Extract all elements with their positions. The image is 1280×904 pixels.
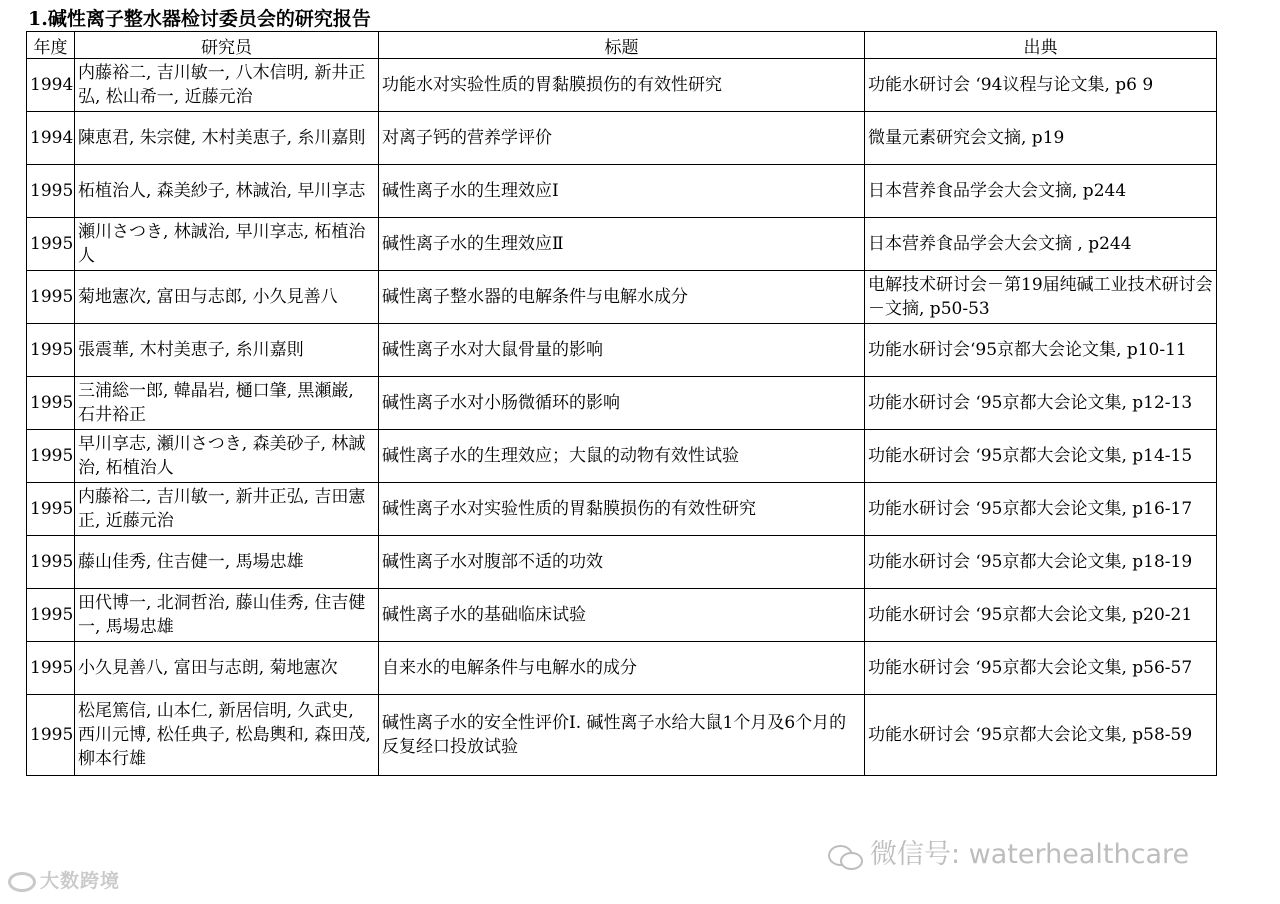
researchers-cell: 早川享志, 瀬川さつき, 森美砂子, 林誠治, 柘植治人 (75, 430, 379, 483)
title-cell: 碱性离子水的生理效应Ⅱ (379, 218, 865, 271)
source-cell: 日本营养食品学会大会文摘, p244 (865, 165, 1217, 218)
researchers-cell: 内藤裕二, 吉川敏一, 新井正弘, 吉田憲正, 近藤元治 (75, 483, 379, 536)
table-row (27, 695, 1217, 776)
table-row (27, 430, 1217, 483)
wechat-icon (828, 843, 862, 869)
title-cell: 对离子钙的营养学评价 (379, 112, 865, 165)
source-cell: 功能水研讨会 ‘95京都大会论文集, p18-19 (865, 536, 1217, 589)
year-cell: 1995 (27, 218, 75, 271)
researchers-cell: 瀬川さつき, 林誠治, 早川享志, 柘植治人 (75, 218, 379, 271)
table-row (27, 271, 1217, 324)
researchers-cell: 陳恵君, 朱宗健, 木村美恵子, 糸川嘉則 (75, 112, 379, 165)
researchers-cell: 松尾篤信, 山本仁, 新居信明, 久武史, 西川元博, 松任典子, 松島輿和, 森田茂, 柳本行雄 (75, 695, 379, 776)
title-cell: 自来水的电解条件与电解水的成分 (379, 642, 865, 695)
source-cell: 功能水研讨会 ‘95京都大会论文集, p16-17 (865, 483, 1217, 536)
table-row (27, 165, 1217, 218)
table-row (27, 218, 1217, 271)
researchers-cell: 柘植治人, 森美紗子, 林誠治, 早川享志 (75, 165, 379, 218)
source-cell: 功能水研讨会 ‘94议程与论文集, p6 9 (865, 59, 1217, 112)
table-row (27, 589, 1217, 642)
footer-logo (8, 866, 120, 893)
title-cell: 碱性离子整水器的电解条件与电解水成分 (379, 271, 865, 324)
table-row (27, 536, 1217, 589)
year-cell: 1995 (27, 642, 75, 695)
header-source: 出典 (865, 32, 1217, 59)
table-row (27, 324, 1217, 377)
header-year: 年度 (27, 32, 75, 59)
table-row (27, 112, 1217, 165)
title-cell: 功能水对实验性质的胃黏膜损伤的有效性研究 (379, 59, 865, 112)
title-cell: 碱性离子水的生理效应Ⅰ (379, 165, 865, 218)
year-cell: 1995 (27, 271, 75, 324)
watermark-text: 微信号: waterhealthcare (870, 839, 1190, 870)
title-cell: 碱性离子水对实验性质的胃黏膜损伤的有效性研究 (379, 483, 865, 536)
researchers-cell: 張震華, 木村美恵子, 糸川嘉則 (75, 324, 379, 377)
table-row (27, 483, 1217, 536)
source-cell: 功能水研讨会 ‘95京都大会论文集, p12-13 (865, 377, 1217, 430)
table-row (27, 377, 1217, 430)
researchers-cell: 三浦総一郎, 韓晶岩, 樋口肇, 黒瀬巌, 石井裕正 (75, 377, 379, 430)
source-cell: 功能水研讨会 ‘95京都大会论文集, p14-15 (865, 430, 1217, 483)
source-cell: 电解技术研讨会－第19届纯碱工业技术研讨会－文摘, p50-53 (865, 271, 1217, 324)
year-cell: 1995 (27, 377, 75, 430)
table-row (27, 642, 1217, 695)
header-title: 标题 (379, 32, 865, 59)
title-cell: 碱性离子水的基础临床试验 (379, 589, 865, 642)
wechat-watermark (828, 832, 1189, 871)
title-cell: 碱性离子水对小肠微循环的影响 (379, 377, 865, 430)
page-title: 1.碱性离子整水器检讨委员会的研究报告 (28, 8, 371, 30)
researchers-cell: 内藤裕二, 吉川敏一, 八木信明, 新井正弘, 松山希一, 近藤元治 (75, 59, 379, 112)
year-cell: 1995 (27, 165, 75, 218)
title-cell: 碱性离子水对大鼠骨量的影响 (379, 324, 865, 377)
year-cell: 1995 (27, 695, 75, 776)
year-cell: 1994 (27, 59, 75, 112)
research-report-table (26, 31, 1217, 776)
year-cell: 1995 (27, 430, 75, 483)
year-cell: 1995 (27, 324, 75, 377)
researchers-cell: 藤山佳秀, 住吉健一, 馬場忠雄 (75, 536, 379, 589)
title-cell: 碱性离子水的生理效应；大鼠的动物有效性试验 (379, 430, 865, 483)
table-header-row (27, 32, 1217, 59)
table-row (27, 59, 1217, 112)
year-cell: 1995 (27, 536, 75, 589)
researchers-cell: 田代博一, 北洞哲治, 藤山佳秀, 住吉健一, 馬場忠雄 (75, 589, 379, 642)
source-cell: 功能水研讨会 ‘95京都大会论文集, p56-57 (865, 642, 1217, 695)
loop-icon (8, 872, 36, 892)
title-cell: 碱性离子水的安全性评价Ⅰ. 碱性离子水给大鼠1个月及6个月的反复经口投放试验 (379, 695, 865, 776)
logo-text: 大数跨境 (40, 870, 121, 892)
header-researchers: 研究员 (75, 32, 379, 59)
source-cell: 功能水研讨会 ‘95京都大会论文集, p20-21 (865, 589, 1217, 642)
year-cell: 1995 (27, 483, 75, 536)
source-cell: 功能水研讨会‘95京都大会论文集, p10-11 (865, 324, 1217, 377)
year-cell: 1994 (27, 112, 75, 165)
source-cell: 日本营养食品学会大会文摘 , p244 (865, 218, 1217, 271)
title-cell: 碱性离子水对腹部不适的功效 (379, 536, 865, 589)
researchers-cell: 菊地憲次, 富田与志郎, 小久見善八 (75, 271, 379, 324)
source-cell: 功能水研讨会 ‘95京都大会论文集, p58-59 (865, 695, 1217, 776)
researchers-cell: 小久見善八, 富田与志朗, 菊地憲次 (75, 642, 379, 695)
source-cell: 微量元素研究会文摘, p19 (865, 112, 1217, 165)
year-cell: 1995 (27, 589, 75, 642)
